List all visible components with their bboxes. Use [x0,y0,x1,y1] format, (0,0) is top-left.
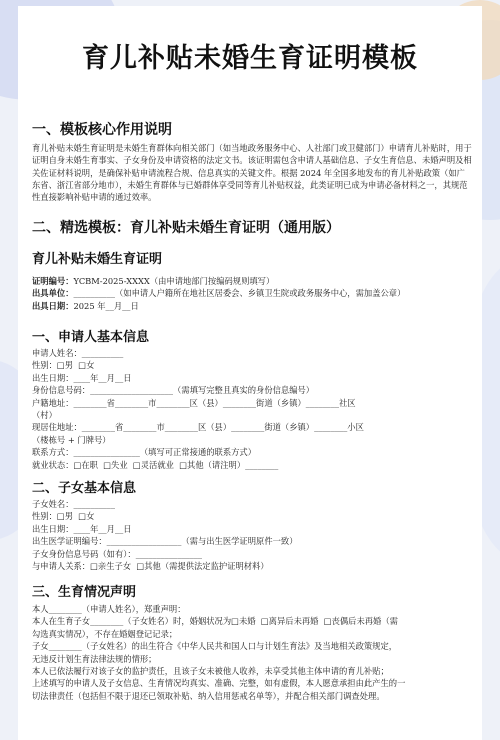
document-title: 育儿补贴未婚生育证明 [32,252,163,267]
form-line: 出生日期：____年__月__日 [32,523,132,534]
declaration-body [32,603,472,702]
form-line: 子女________（子女姓名）的出生符合《中华人民共和国人口与计划生育法》及当地相关政策规定， [32,641,398,652]
subsection-heading-applicant: 一、申请人基本信息 [32,330,150,345]
child-info [32,498,472,572]
form-line: 性别：□男 □女 [32,360,95,371]
form-line: 户籍地址：________省________市________区（县）________街道（乡镇）________社区 [32,397,356,408]
meta-label: 出具日期： [32,300,74,311]
meta-label: 证明编号： [32,276,74,286]
section-body-purpose: 育儿补贴未婚生育证明是未婚生育群体向相关部门（如当地政务服务中心、人社部门或卫健部门）申请育儿补贴时，用于证明自身未婚生育事实、子女身份及申请资格的法定文书。该证明需包含申请人基础信息、子女生育信息、未婚声明及相关佐证材料说明，是确保补贴申请流程合规、信息真实的关键文件。根据 2024 年全国多地发布的育儿补贴政策（如广东省、浙江省部分地市），未婚生育群体与已婚群体享受同等育儿补贴权益，此类证明已成为申请必备材料之一，其规范性直接影响补贴申请的通过效率。 [32,143,472,203]
form-line: 切法律责任（包括但不限于退还已领取补贴、纳入信用惩戒名单等），并配合相关部门调查处理。 [32,690,385,701]
meta-value: __________（如申请人户籍所在地社区居委会、乡镇卫生院或政务服务中心，需加盖公章） [73,288,406,299]
form-line: 上述填写的申请人及子女信息、生育情况均真实、准确、完整，如有虚假，本人愿意承担由此产生的一 [32,678,406,689]
form-line: 出生医学证明编号：__________________（需与出生医学证明原件一致） [32,536,298,547]
form-line: 本人在生育子女________（子女姓名）时，婚姻状况为□未婚 □离异后未再婚 □丧偶后未再婚（需 [32,616,398,627]
document-page [18,6,482,740]
meta-value: YCBM-2025-XXXX（由申请地部门按编码规则填写） [73,276,275,286]
meta-row [32,300,472,312]
form-line: 与申请人关系：□亲生子女 □其他（需提供法定监护证明材料） [32,561,269,572]
form-line: 子女身份信息号码（如有）：________________ [32,548,203,559]
meta-row [32,275,472,287]
subsection-heading-child: 二、子女基本信息 [32,481,137,496]
form-line: 本人________（申请人姓名），郑重声明： [32,604,186,614]
meta-label: 出具单位： [32,288,74,299]
form-line: 身份信息号码：____________________（需填写完整且真实的身份信息编号） [32,385,315,396]
form-line: 现居住地址：________省________市________区（县）________街道（乡镇）________小区 [32,422,364,433]
form-line: 出生日期：____年__月__日 [32,372,132,383]
form-line: 本人已依法履行对该子女的监护责任，且该子女未被他人收养，未享受其他主体申请的育儿补贴； [32,666,389,677]
subsection-heading-declaration: 三、生育情况声明 [32,585,137,600]
form-line: 联系方式：________________（填写可正常接通的联系方式） [32,447,257,458]
page-title: 育儿补贴未婚生育证明模板 [82,43,418,74]
section-heading-template: 二、精选模板：育儿补贴未婚生育证明（通用版） [32,220,340,236]
form-line: （楼栋号 + 门牌号） [32,434,111,445]
form-line: 子女姓名：__________ [32,499,115,509]
form-line: （村） [32,410,57,421]
applicant-info [32,347,472,471]
meta-value: 2025 年__月__日 [73,300,139,311]
section-heading-purpose: 一、模板核心作用说明 [32,122,172,138]
form-line: 性别：□男 □女 [32,511,95,522]
meta-row [32,287,472,299]
form-line: 就业状态：□在职 □失业 □灵活就业 □其他（请注明）________ [32,459,279,470]
form-line: 无违反计划生育法律法规的情形； [32,653,157,664]
document-meta [32,275,472,312]
form-line: 勾选真实情况），不存在婚姻登记记录； [32,628,178,639]
form-line: 申请人姓名：__________ [32,348,124,358]
